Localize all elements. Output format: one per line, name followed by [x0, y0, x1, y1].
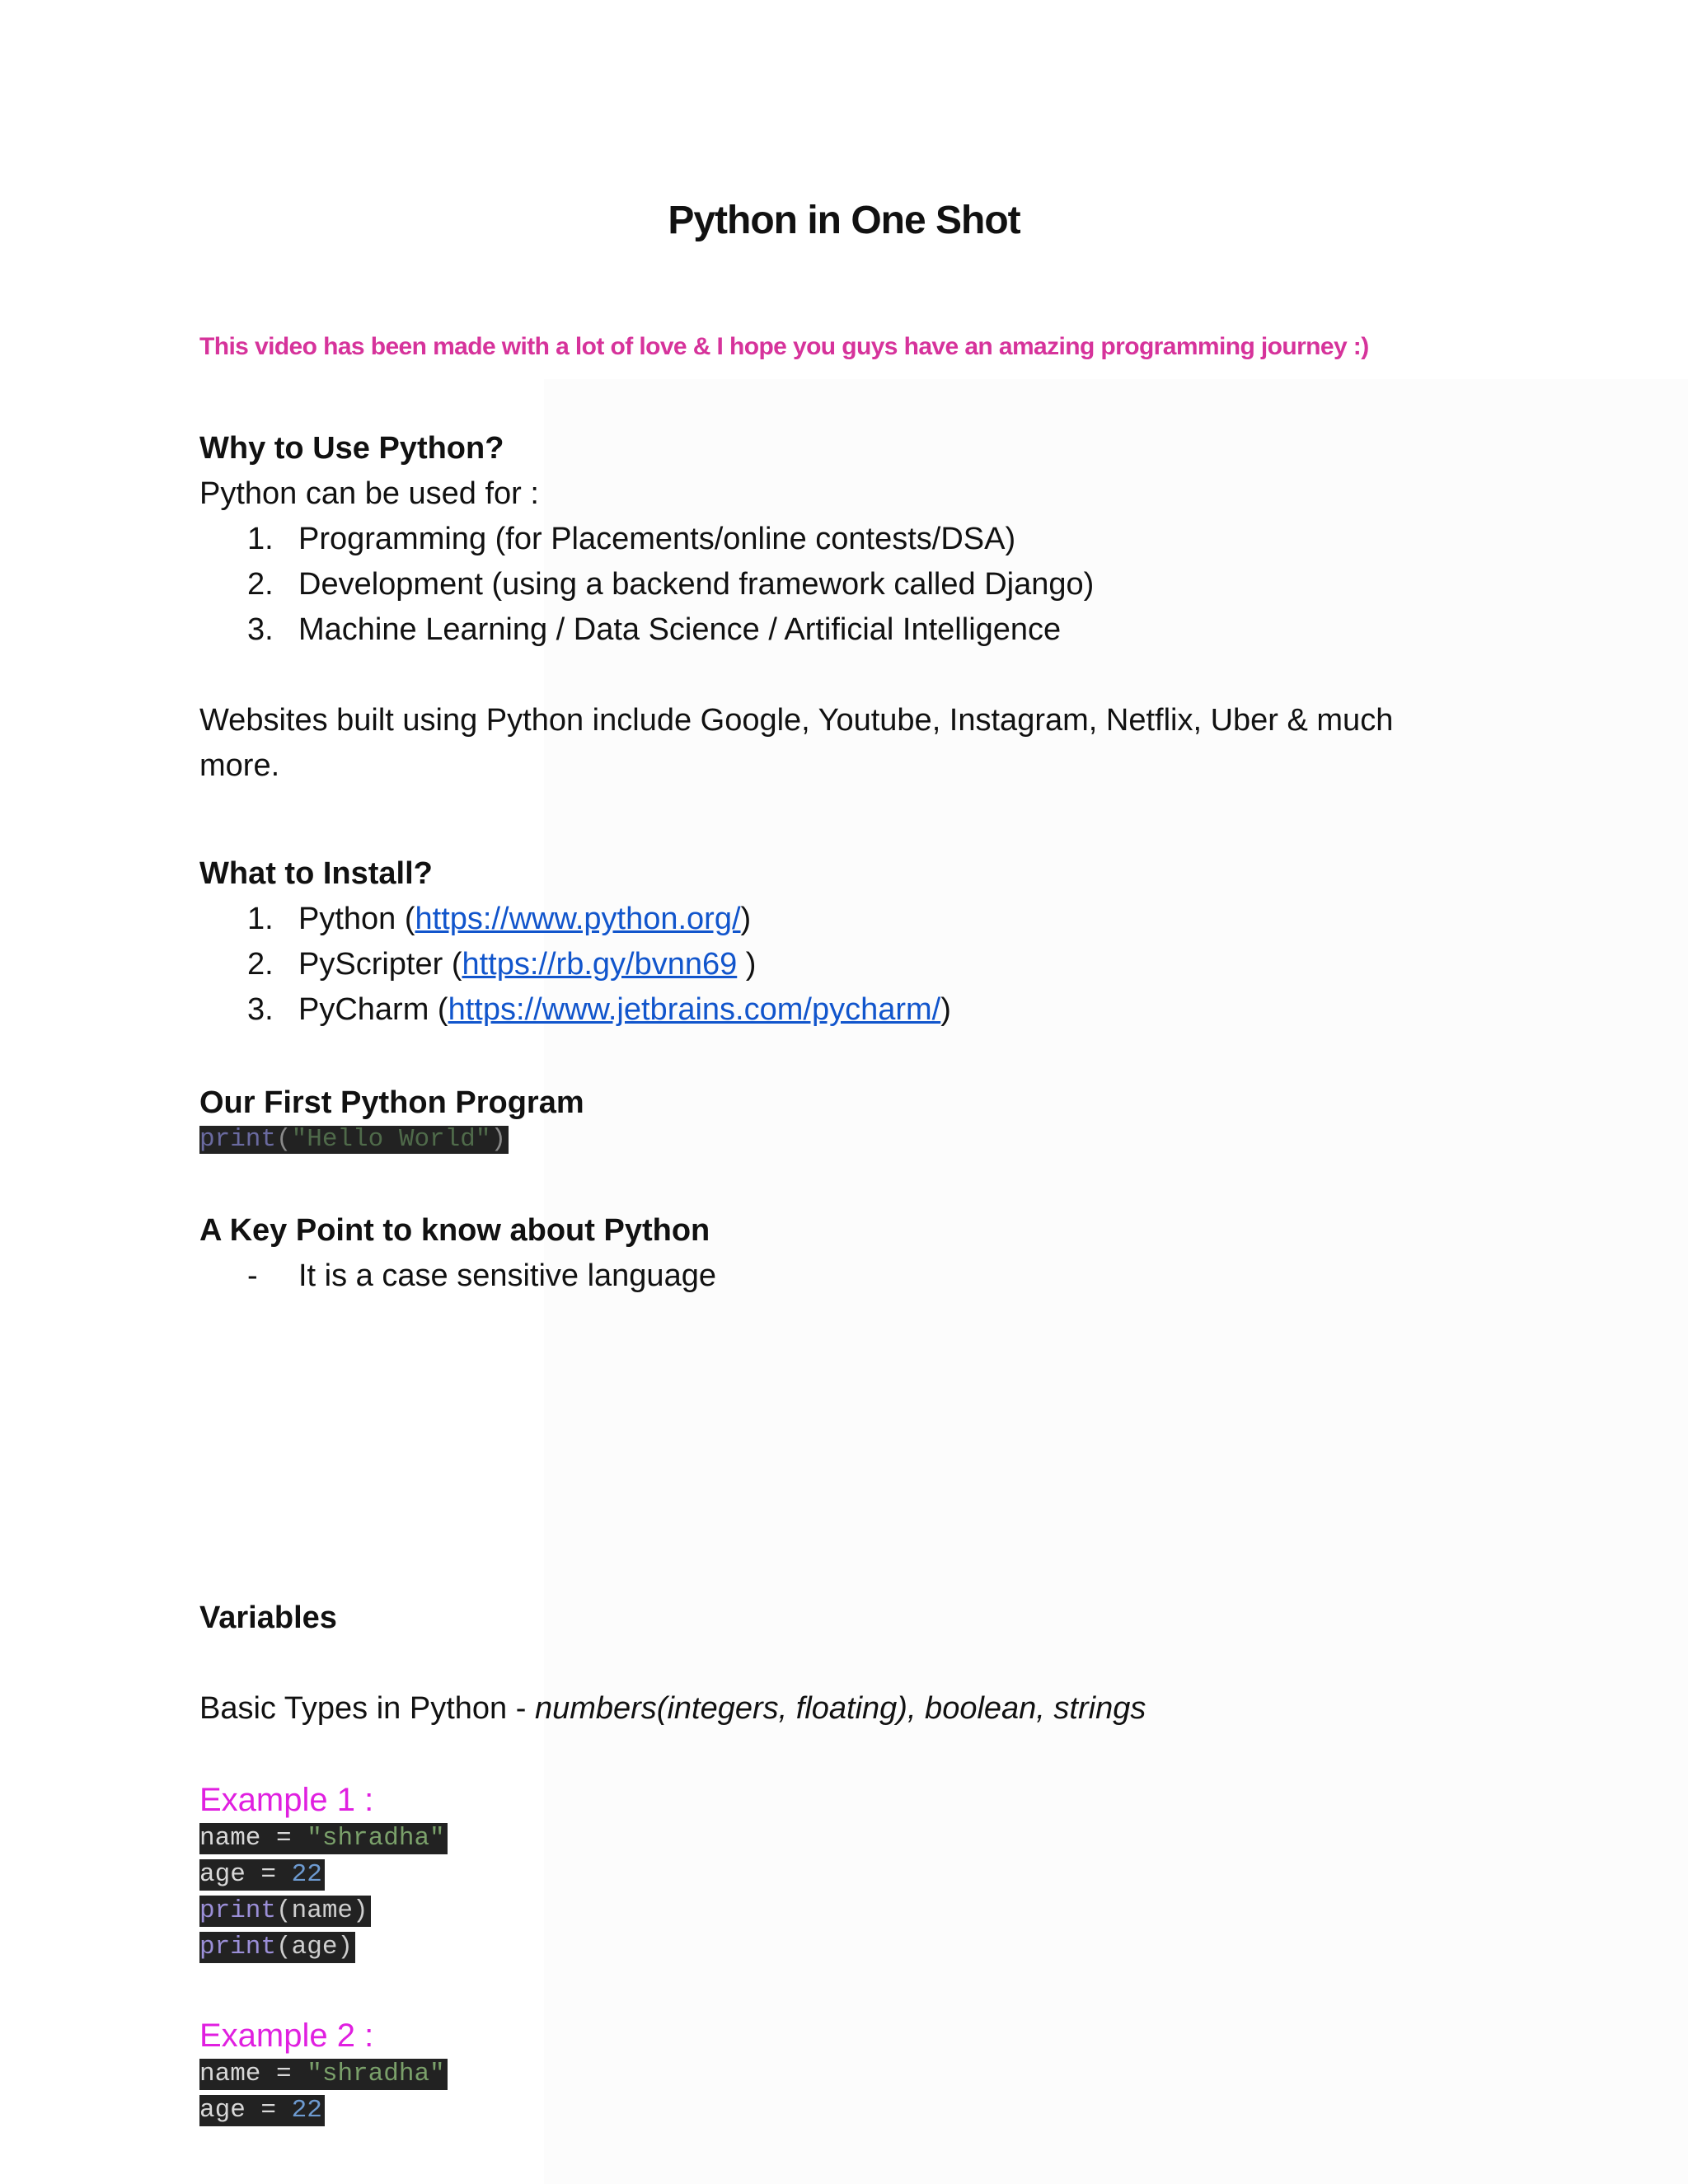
why-list [199, 517, 1393, 653]
list-item [199, 897, 951, 942]
code-line [199, 2059, 448, 2090]
code-args: (name) [276, 1896, 368, 1925]
example-2 [199, 2013, 448, 2131]
code-line [199, 2095, 325, 2126]
pyscripter-link[interactable]: https://rb.gy/bvnn69 [462, 947, 738, 982]
code-row [199, 1859, 448, 1896]
code-row [199, 2095, 448, 2131]
websites-line-1: Websites built using Python include Google, Youtube, Instagram, Netflix, Uber & much [199, 703, 1394, 738]
pycharm-link[interactable]: https://www.jetbrains.com/pycharm/ [448, 992, 941, 1027]
code-operator: = [260, 2060, 307, 2088]
list-item [199, 607, 1393, 653]
example-1-label: Example 1 : [199, 1782, 374, 1818]
basic-types-prefix: Basic Types in Python - [199, 1691, 535, 1726]
code-keyword: print [199, 1896, 277, 1925]
list-number: 3. [247, 612, 274, 647]
code-keyword: print [199, 1125, 277, 1154]
install-list [199, 897, 951, 1033]
code-line [199, 1896, 371, 1927]
code-args: (age) [276, 1933, 354, 1961]
code-string: "shradha" [307, 1824, 445, 1853]
first-program-heading: Our First Python Program [199, 1085, 584, 1120]
list-number: 3. [247, 992, 274, 1027]
code-row [199, 1896, 448, 1932]
code-punctuation: ( [276, 1125, 292, 1154]
list-item-text: Development (using a backend framework called Django) [298, 567, 1095, 602]
basic-types-line [199, 1686, 1146, 1732]
list-number: 1. [247, 902, 274, 936]
bullet-dash: - [247, 1258, 258, 1293]
code-line [199, 1823, 448, 1854]
example-2-label: Example 2 : [199, 2018, 374, 2054]
code-number: 22 [291, 1860, 322, 1889]
install-name: Python ( [298, 902, 415, 936]
install-close: ) [740, 902, 752, 936]
code-row [199, 1823, 448, 1859]
install-close: ) [737, 947, 757, 982]
list-item-text: Programming (for Placements/online contests/DSA) [298, 522, 1016, 556]
variables-heading: Variables [199, 1601, 337, 1635]
code-keyword: print [199, 1933, 277, 1961]
install-name: PyScripter ( [298, 947, 462, 982]
why-section [199, 426, 1393, 789]
code-row [199, 2059, 448, 2095]
list-number: 1. [247, 522, 274, 556]
list-number: 2. [247, 567, 274, 602]
install-section [199, 851, 951, 1033]
key-point-heading: A Key Point to know about Python [199, 1213, 710, 1248]
code-string: "Hello World" [291, 1125, 491, 1154]
code-identifier: age [199, 2096, 246, 2125]
list-item [199, 562, 1393, 607]
websites-line-2: more. [199, 748, 280, 783]
install-close: ) [940, 992, 951, 1027]
code-number: 22 [291, 2096, 322, 2125]
example-1 [199, 1778, 448, 1968]
install-heading: What to Install? [199, 856, 433, 891]
code-line [199, 1859, 325, 1891]
code-punctuation: ) [490, 1125, 507, 1154]
list-item [199, 942, 951, 987]
code-string: "shradha" [307, 2060, 445, 2088]
code-row [199, 1932, 448, 1968]
code-block [199, 1126, 584, 1162]
key-point-list [199, 1254, 716, 1299]
code-operator: = [245, 2096, 292, 2125]
tagline: This video has been made with a lot of love & I hope you guys have an amazing programming journey :) [199, 333, 1369, 360]
list-item-text: It is a case sensitive language [298, 1258, 716, 1293]
code-operator: = [260, 1824, 307, 1853]
why-heading: Why to Use Python? [199, 431, 504, 466]
code-line [199, 1932, 355, 1963]
code-identifier: name [199, 1824, 261, 1853]
code-identifier: age [199, 1860, 246, 1889]
install-name: PyCharm ( [298, 992, 448, 1027]
variables-section [199, 1596, 337, 1641]
list-item [199, 517, 1393, 562]
code-identifier: name [199, 2060, 261, 2088]
key-point-section [199, 1208, 716, 1299]
list-item [199, 1254, 716, 1299]
page-title: Python in One Shot [668, 199, 1020, 242]
python-link[interactable]: https://www.python.org/ [415, 902, 741, 936]
basic-types [199, 1686, 1146, 1732]
code-operator: = [245, 1860, 292, 1889]
code-line [199, 1126, 509, 1154]
list-item [199, 987, 951, 1033]
list-number: 2. [247, 947, 274, 982]
first-program-section [199, 1080, 584, 1162]
basic-types-list: numbers(integers, floating), boolean, strings [534, 1691, 1146, 1726]
list-item-text: Machine Learning / Data Science / Artificial Intelligence [298, 612, 1062, 647]
why-intro: Python can be used for : [199, 476, 539, 511]
